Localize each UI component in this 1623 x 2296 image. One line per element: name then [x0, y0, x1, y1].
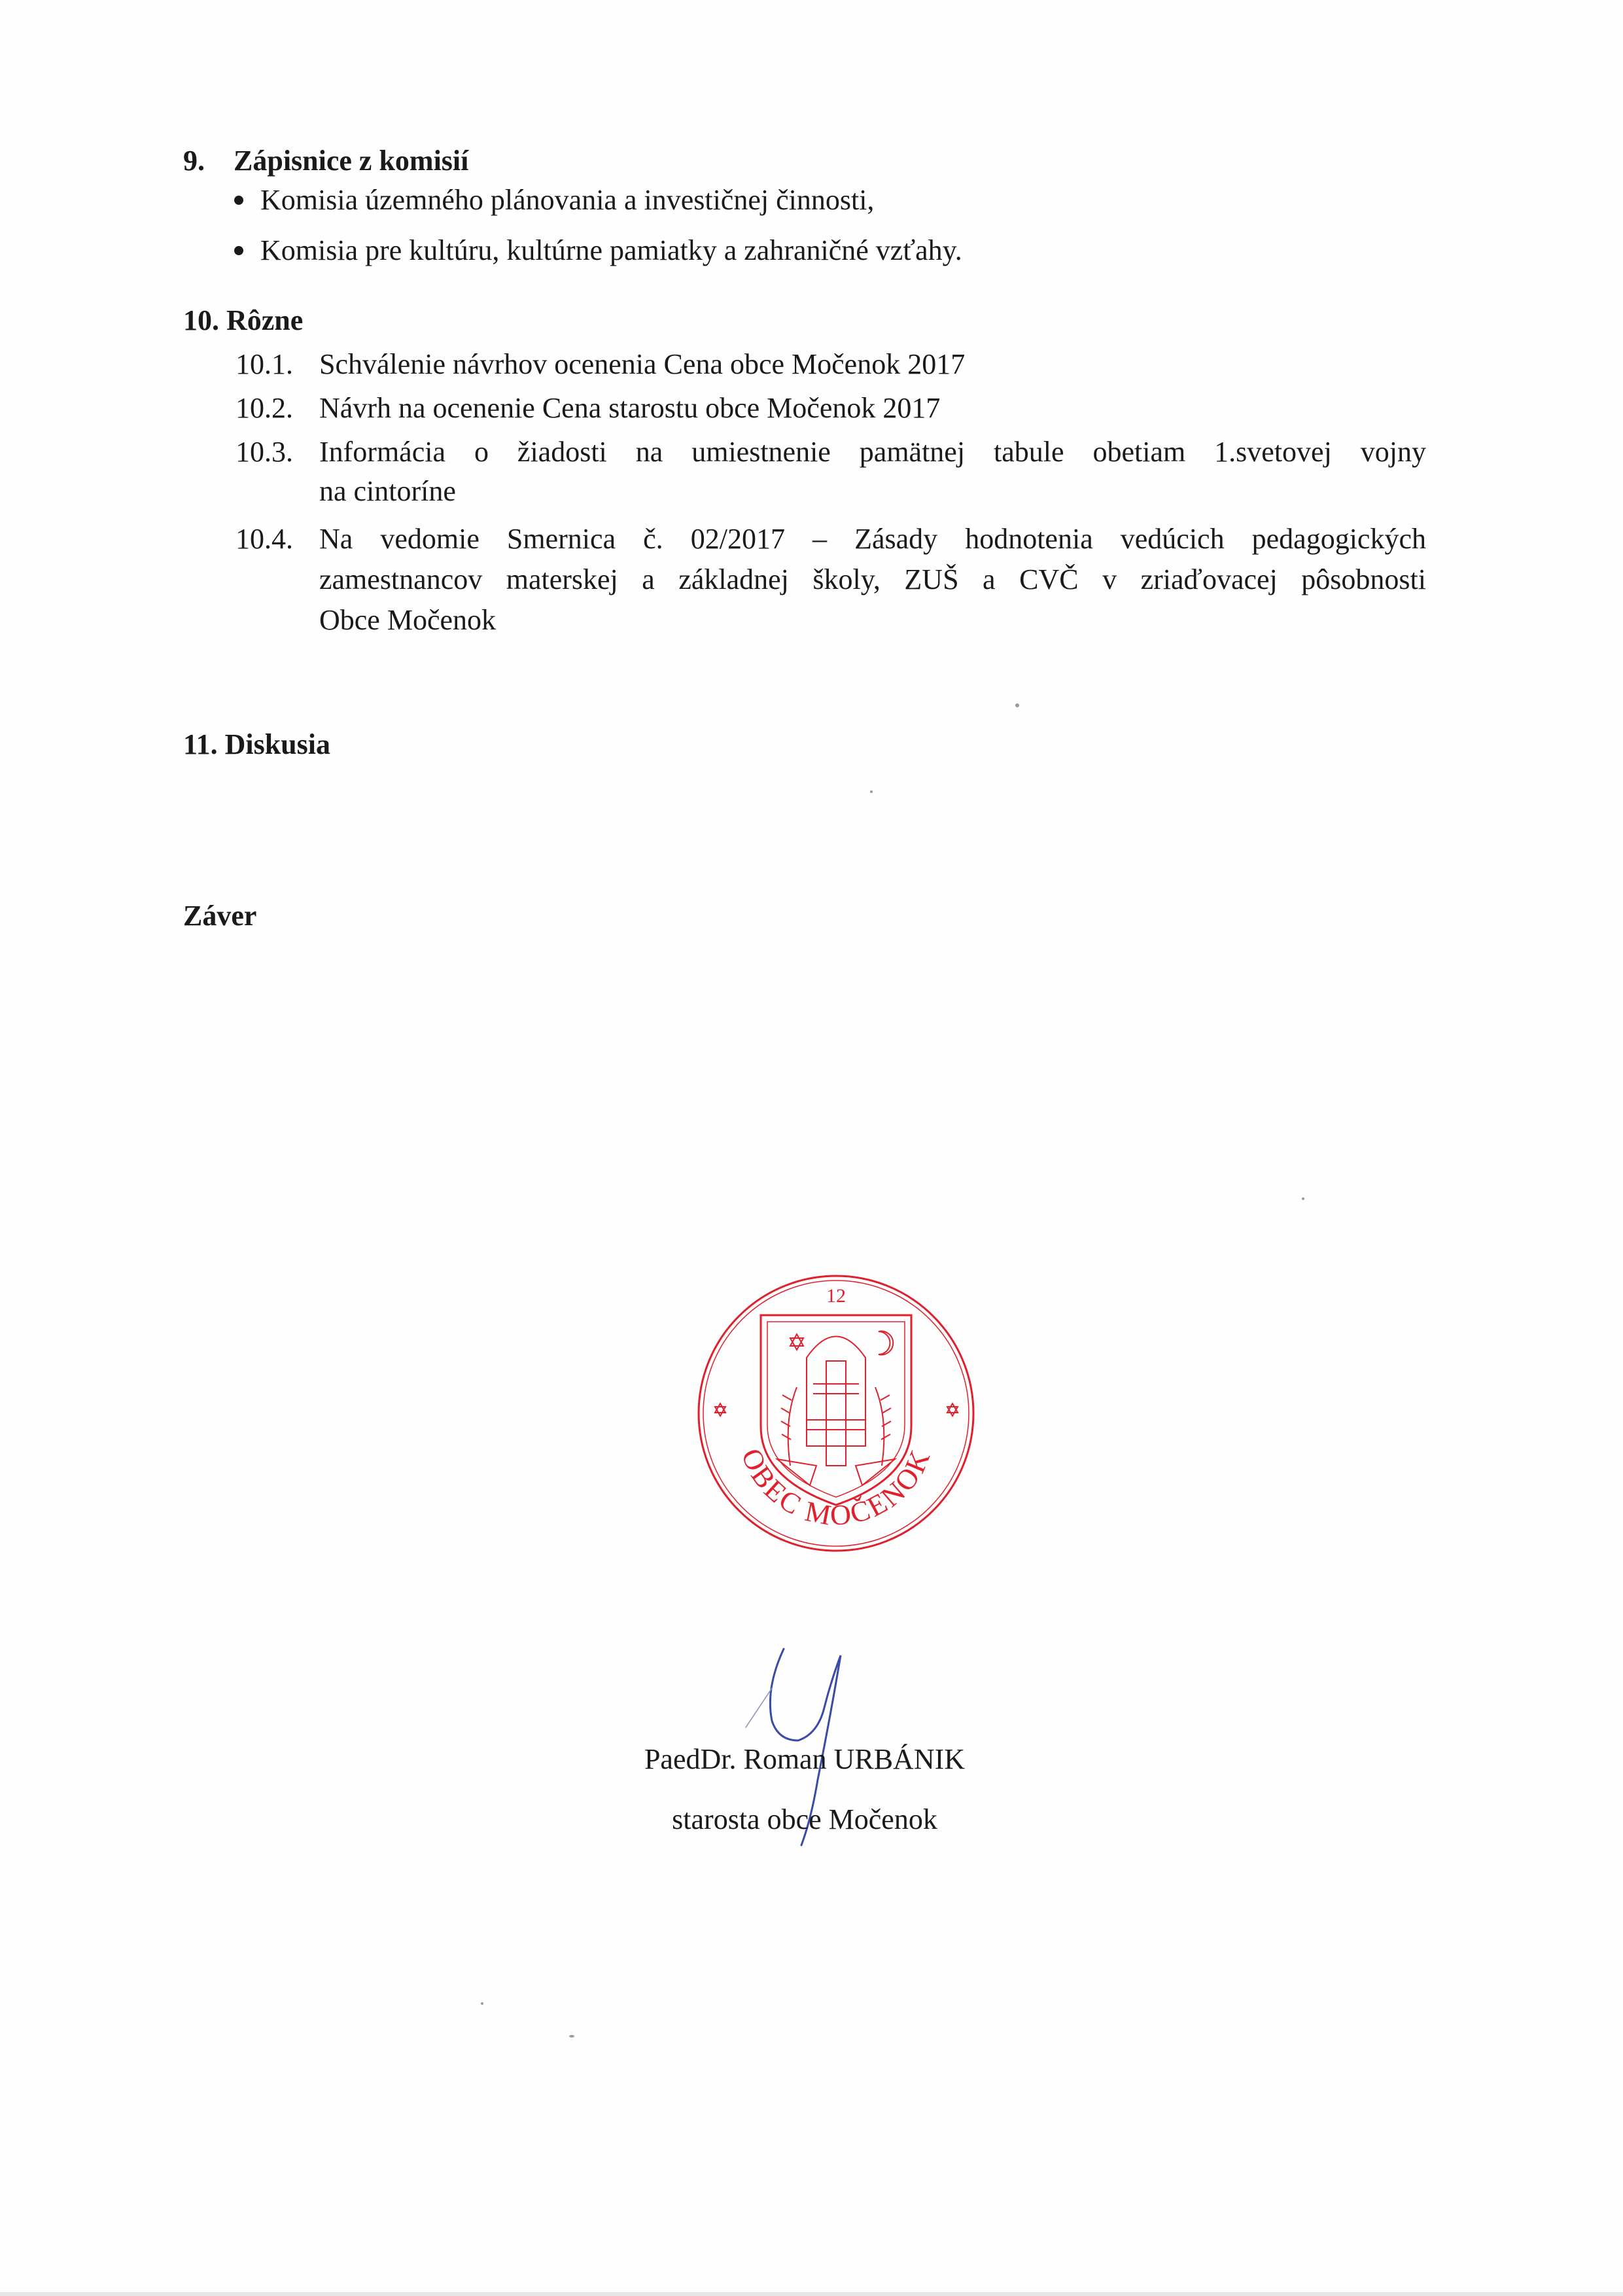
- item-text: [319, 345, 1426, 383]
- section-11-heading: 11. Diskusia: [183, 728, 330, 760]
- bullet-icon: [234, 196, 243, 205]
- item-number: 10.3.: [236, 436, 293, 468]
- item-line: Návrh na ocenenie Cena starostu obce Močenok 2017: [319, 392, 941, 424]
- section-9-heading: 9. Zápisnice z komisií: [183, 145, 469, 177]
- section-10-heading: 10. Rôzne: [183, 304, 304, 336]
- section-10-item: [236, 345, 1426, 383]
- section-9-item: [234, 182, 874, 219]
- official-seal-stamp: [692, 1269, 980, 1570]
- seal-ring-text: OBEC MOČENOK: [735, 1443, 937, 1532]
- item-number: 10.1.: [236, 348, 293, 380]
- item-text: [319, 389, 1426, 427]
- item-text-line: Informácia o žiadosti na umiestnenie pamätnej tabule obetiam 1.svetovej vojny: [319, 436, 1426, 468]
- scan-speck: [569, 2035, 574, 2038]
- item-text-line: Na vedomie Smernica č. 02/2017 – Zásady hodnotenia vedúcich pedagogických: [319, 523, 1426, 555]
- scan-edge: [0, 2292, 1623, 2296]
- item-text-line: zamestnancov materskej a základnej školy, ZUŠ a CVČ v zriaďovacej pôsobnosti: [319, 563, 1426, 595]
- bullet-icon: [234, 246, 243, 255]
- section-10-item: [236, 389, 1426, 427]
- section-10-item: [236, 433, 1426, 512]
- section-9-item-text: Komisia pre kultúru, kultúrne pamiatky a zahraničné vzťahy.: [260, 234, 962, 266]
- section-9-item-text: Komisia územného plánovania a investičnej činnosti,: [260, 184, 875, 216]
- seal-top-number: 12: [826, 1285, 846, 1307]
- conclusion-heading: Záver: [183, 900, 257, 932]
- item-line: Schválenie návrhov ocenenia Cena obce Močenok 2017: [319, 348, 966, 380]
- item-text-line: Obce Močenok: [319, 604, 497, 636]
- item-number: 10.4.: [236, 523, 293, 555]
- scan-speck: [870, 790, 873, 793]
- item-number: 10.2.: [236, 392, 293, 424]
- scan-speck: [481, 2002, 483, 2005]
- scan-speck: [1302, 1197, 1304, 1200]
- section-10-item: [236, 520, 1426, 645]
- scan-speck: [1015, 703, 1019, 707]
- signatory-name: PaedDr. Roman URBÁNIK: [644, 1743, 966, 1775]
- section-9-item: [234, 232, 962, 269]
- item-text-line: na cintoríne: [319, 475, 456, 507]
- signatory-role: starosta obce Močenok: [672, 1803, 937, 1835]
